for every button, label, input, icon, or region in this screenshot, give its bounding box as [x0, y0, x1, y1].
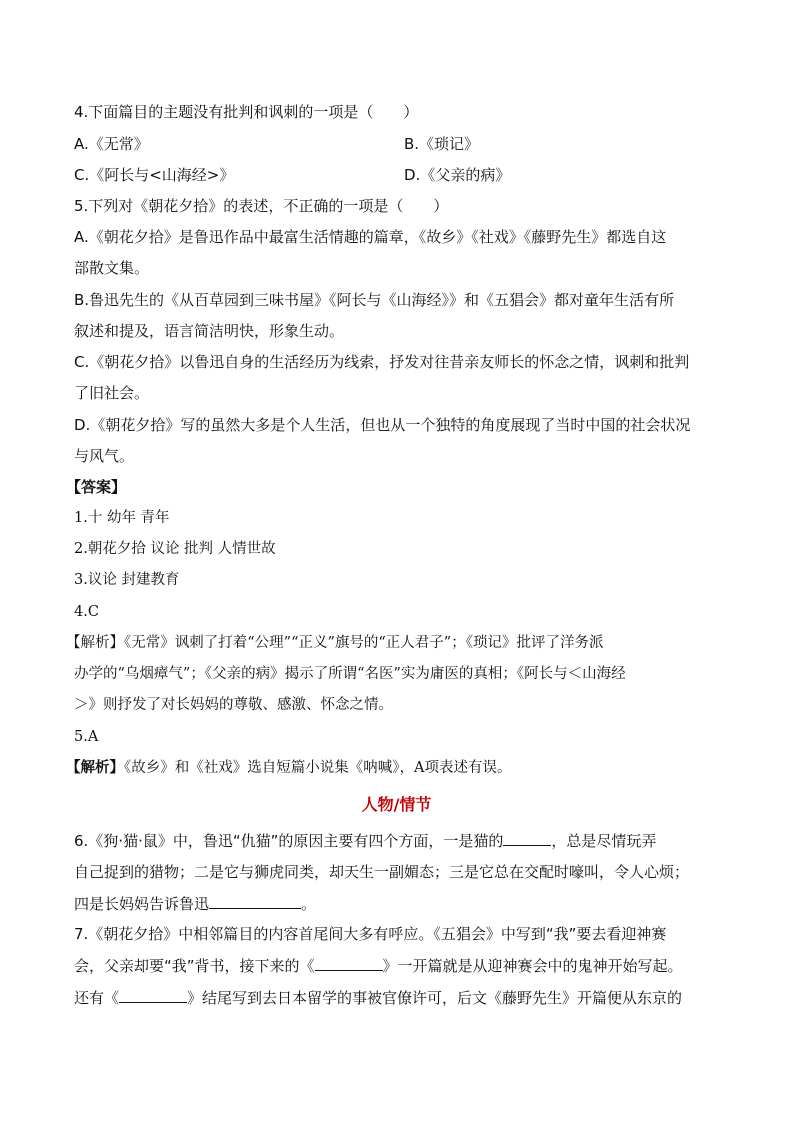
q5-option-b-line2: 叙述和提及，语言简洁明快，形象生动。	[74, 322, 345, 340]
q6-line2: 自己捉到的猎物；二是它与狮虎同类，却天生一副媚态；三是它总在交配时嚎叫，令人心烦；	[74, 863, 690, 881]
q7-line3-text-a: 还有《	[74, 989, 120, 1007]
q6-line1-text-b: ，总是尽情玩弄	[551, 832, 657, 850]
q7-line2	[74, 955, 683, 976]
q6-line3	[74, 893, 316, 914]
q7-line3-text-b: 》结尾写到去日本留学的事被官僚许可，后文《藤野先生》开篇便从东京的	[187, 989, 683, 1007]
q7-blank-2[interactable]	[119, 987, 187, 1003]
q7-line2-text-b: 》一开篇就是从迎神赛会中的鬼神开始写起。	[382, 957, 683, 975]
analysis-4-line2: 办学的“乌烟瘴气”；《父亲的病》揭示了所谓“名医”实为庸医的真相；《阿长与＜山海经	[74, 666, 626, 682]
q5-option-c-line1: C.《朝花夕拾》以鲁迅自身的生活经历为线索，抒发对往昔亲友师长的怀念之情，讽刺和批判	[74, 353, 690, 371]
q4-option-b: B.《琐记》	[404, 135, 480, 153]
q7-line3	[74, 987, 682, 1008]
q5-option-d-line2: 与风气。	[74, 447, 135, 465]
q5-option-b-line1: B.鲁迅先生的《从百草园到三味书屋》《阿长与《山海经》》和《五猖会》都对童年生活有所	[74, 291, 675, 309]
q6-line1	[74, 830, 656, 851]
q4-option-c: C.《阿长与<山海经>》	[74, 166, 235, 184]
analysis-4-line1: 【解析】《无常》讽刺了打着“公理”“正义”旗号的“正人君子”；《琐记》批评了洋务派	[66, 635, 604, 651]
answer-3: 3.议论 封建教育	[74, 572, 180, 588]
q7-line1: 7.《朝花夕拾》中相邻篇目的内容首尾间大多有呼应。《五猖会》中写到“我”要去看迎神赛	[74, 925, 667, 943]
q5-option-a-line1: A.《朝花夕拾》是鲁迅作品中最富生活情趣的篇章，《故乡》《社戏》《藤野先生》都选自这	[74, 228, 667, 246]
answer-4: 4.C	[74, 604, 99, 620]
answer-heading: 【答案】	[66, 478, 127, 496]
section-title: 人物/情节	[361, 795, 432, 814]
analysis-5-text: 《故乡》和《社戏》选自短篇小说集《呐喊》，A项表述有误。	[124, 760, 512, 776]
q5-stem: 5.下列对《朝花夕拾》的表述，不正确的一项是（ ）	[74, 197, 449, 215]
q6-line3-text-b: 。	[301, 895, 317, 913]
analysis-5-label: 【解析】	[66, 759, 124, 776]
q5-option-d-line1: D.《朝花夕拾》写的虽然大多是个人生活，但也从一个独特的角度展现了当时中国的社会状况	[74, 416, 691, 434]
q6-blank-1[interactable]	[503, 830, 551, 846]
analysis-4-line3: ＞》则抒发了对长妈妈的尊敬、感激、怀念之情。	[74, 697, 393, 713]
q7-blank-1[interactable]	[315, 955, 383, 971]
q7-line2-text-a: 会，父亲却要“我”背书，接下来的《	[74, 957, 315, 975]
q6-blank-2[interactable]	[209, 893, 301, 909]
q4-option-a: A.《无常》	[74, 135, 149, 153]
q4-option-d: D.《父亲的病》	[404, 166, 511, 184]
q5-option-c-line2: 了旧社会。	[74, 384, 150, 402]
answer-5: 5.A	[74, 729, 99, 745]
q6-line1-text-a: 6.《狗·猫·鼠》中，鲁迅“仇猫”的原因主要有四个方面，一是猫的	[74, 832, 504, 850]
answer-1: 1.十 幼年 青年	[74, 510, 170, 526]
q6-line3-text-a: 四是长妈妈告诉鲁迅	[74, 895, 210, 913]
q4-stem: 4.下面篇目的主题没有批判和讽刺的一项是（ ）	[74, 103, 419, 121]
analysis-5	[66, 758, 511, 778]
answer-2: 2.朝花夕拾 议论 批判 人情世故	[74, 541, 276, 557]
q5-option-a-line2: 部散文集。	[74, 259, 150, 277]
